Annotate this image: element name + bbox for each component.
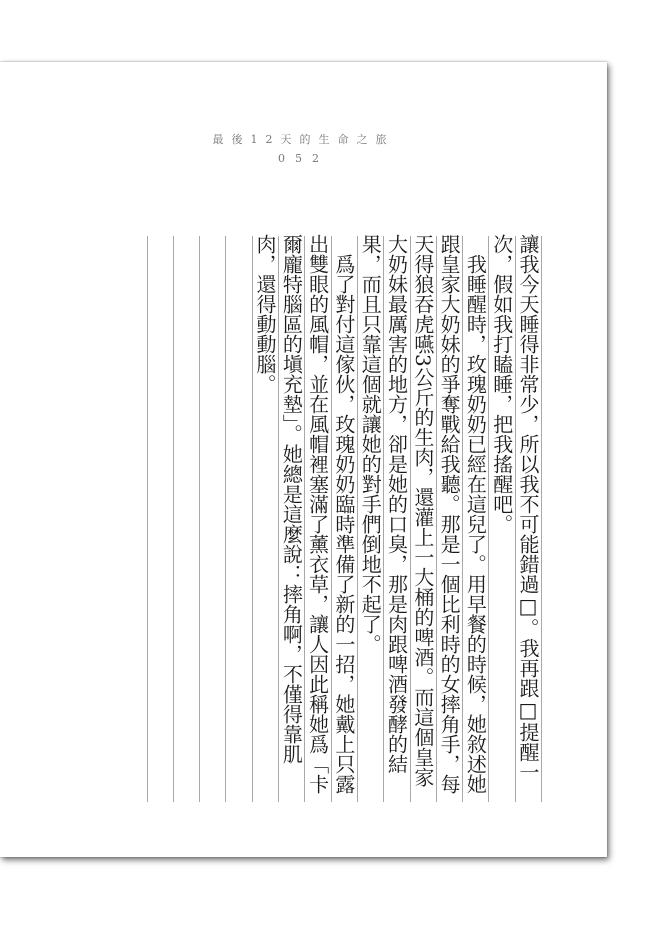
- column-rule: [173, 236, 174, 802]
- running-header-title: 最後12天的生命之旅: [212, 133, 395, 146]
- book-page: [0, 62, 607, 857]
- column-rule: [199, 236, 200, 802]
- paragraph-3: 爲了對付這傢伙，玫瑰奶奶臨時準備了新的一招，她戴上只露出雙眼的風帽，並在風帽裡塞滿了薰衣草，讓人因此稱她爲「卡爾龐特腦區的塡充墊」。她總是這麼說：摔角啊，不僅得靠肌肉，還得動動腦。: [253, 234, 356, 794]
- paragraph-2: 我睡醒時，玫瑰奶奶已經在這兒了。用早餐的時候，她敘述她跟皇家大奶妹的爭奪戰給我聽。那是一個比利時的女摔角手，每天得狼吞虎嚥3公斤的生肉，還灌上一大桶的啤酒。而這個皇家大奶妹最厲害的地方，卻是她的口臭，那是肉跟啤酒發酵的結果，而且只靠這個就讓她的對手們倒地不起了。: [358, 234, 488, 794]
- column-rule: [147, 236, 148, 802]
- column-rule: [225, 236, 226, 802]
- column-rule: [541, 236, 542, 802]
- paragraph-1: 讓我今天睡得非常少，所以我不可能錯過□。我再跟□提醒一次，假如我打瞌睡，把我搖醒吧。: [489, 234, 540, 782]
- body-text: [252, 234, 541, 799]
- page-number: 052: [278, 152, 329, 165]
